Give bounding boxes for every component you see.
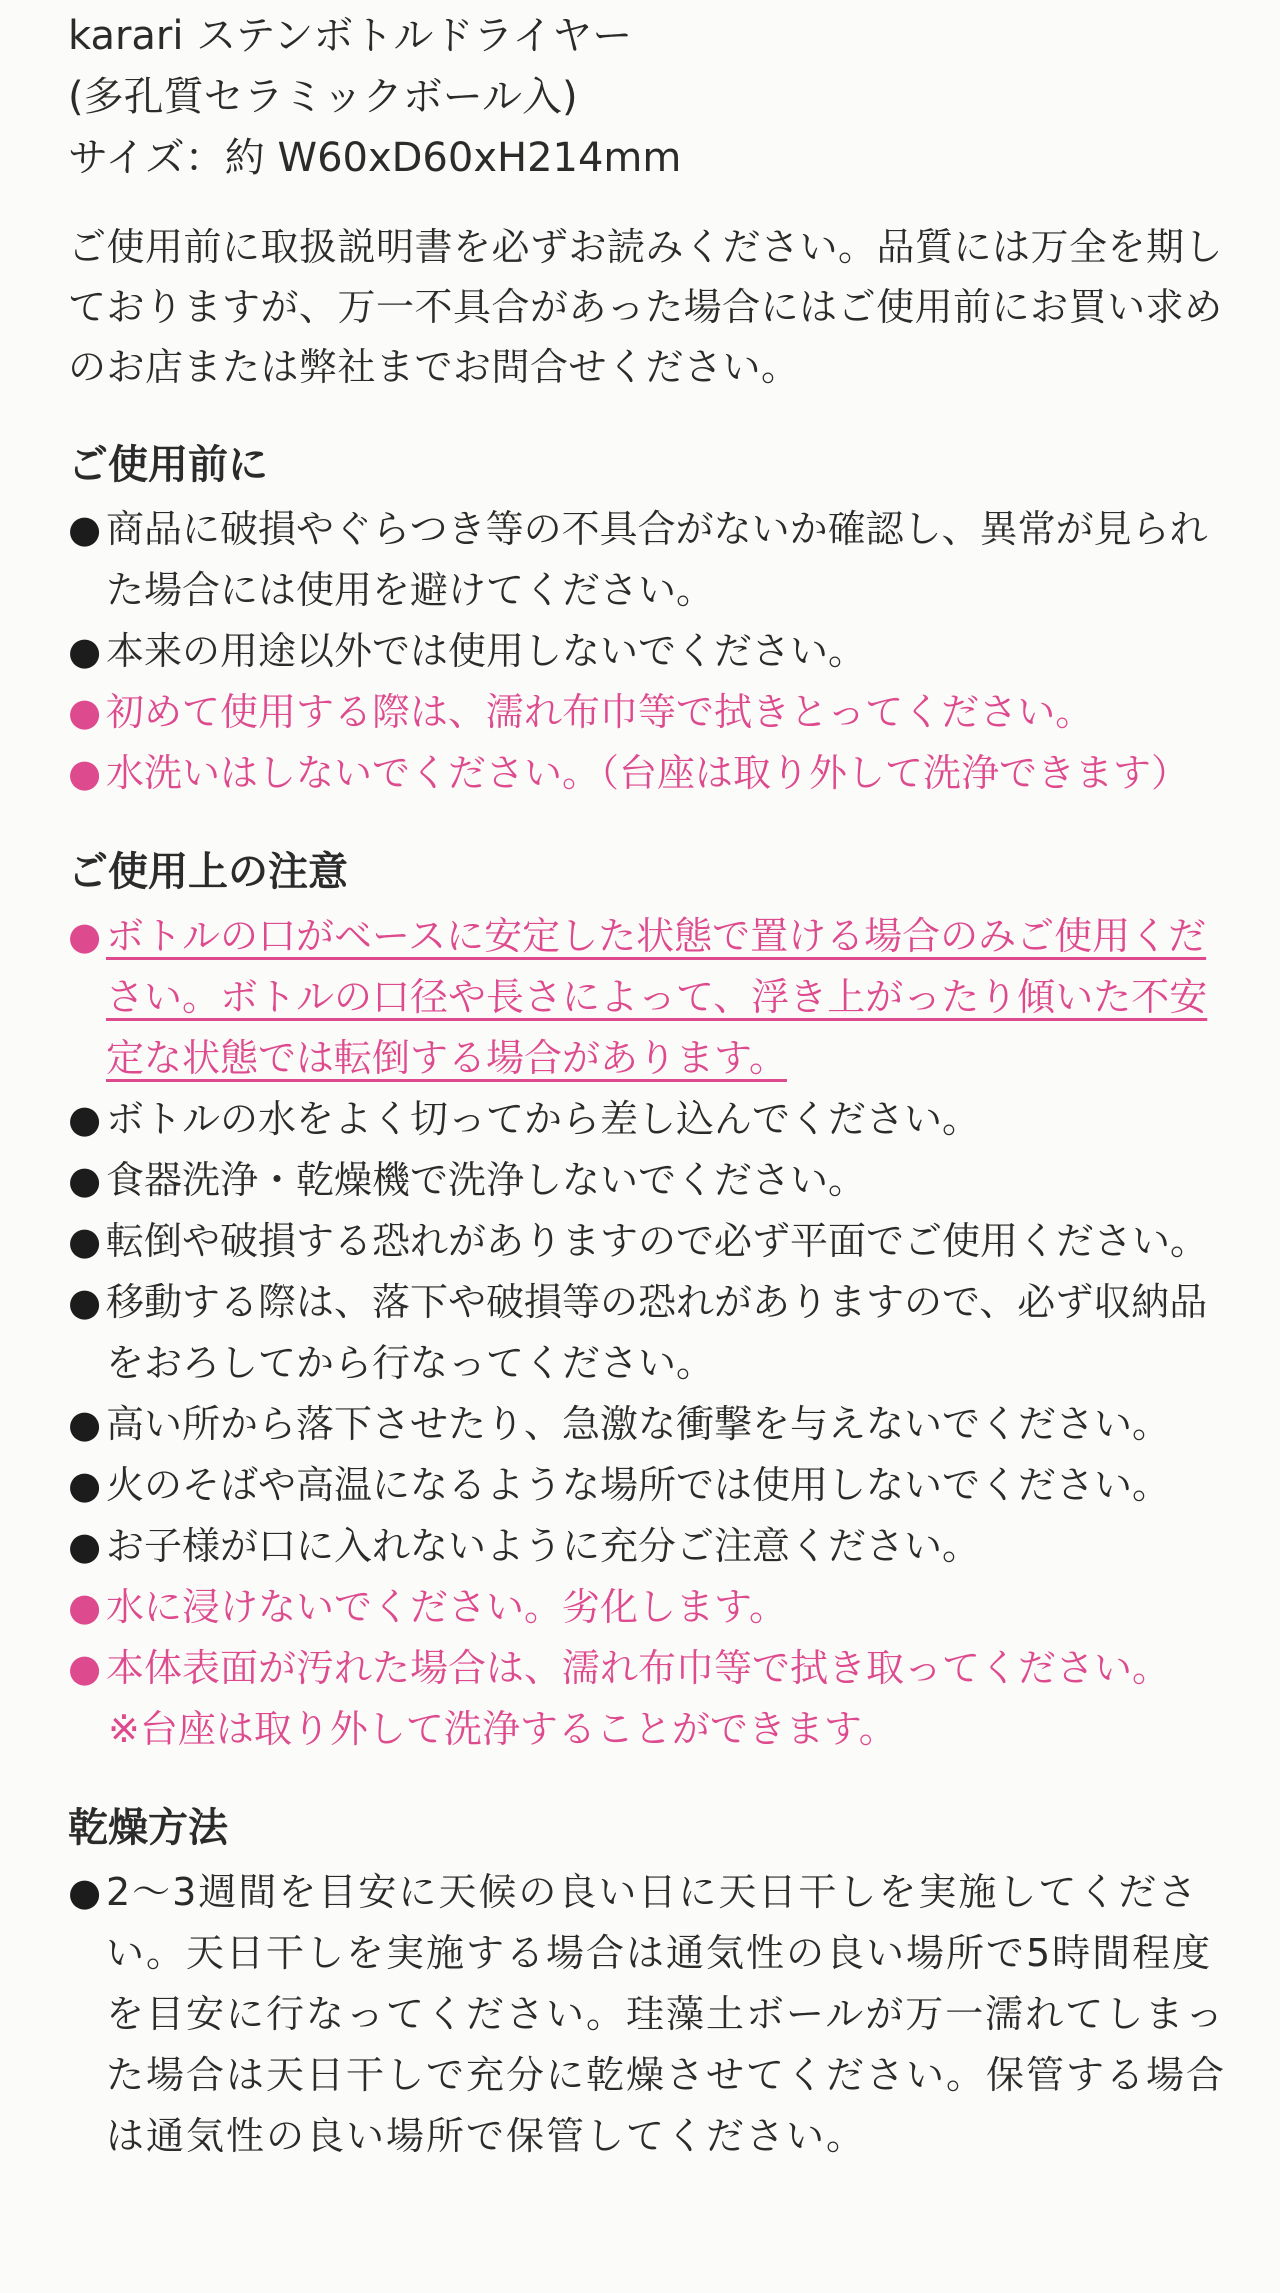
list-item-text: 移動する際は、落下や破損等の恐れがありますので、必ず収納品をおろしてから行なってください。: [106, 1280, 1208, 1385]
bullet-icon: ●: [68, 914, 102, 958]
section-title: 乾燥方法: [68, 1805, 228, 1851]
list-item: [68, 621, 1242, 682]
list-item-text: 本体表面が汚れた場合は、濡れ布巾等で拭き取ってください。: [106, 1646, 1171, 1690]
product-subtitle: (多孔質セラミックボール入): [68, 74, 578, 120]
bullet-icon: ●: [68, 1646, 102, 1690]
list-item: [68, 1516, 1242, 1577]
section-title: ご使用上の注意: [68, 849, 348, 895]
list-item: [68, 499, 1242, 621]
bullet-icon: ●: [68, 1219, 102, 1263]
list-item-text: 高い所から落下させたり、急激な衝撃を与えないでください。: [106, 1402, 1171, 1446]
list-item: [68, 1089, 1242, 1150]
list-item: [68, 1150, 1242, 1211]
bullet-icon: ●: [68, 507, 102, 551]
list-item: [68, 1211, 1242, 1272]
section-before-use: [68, 433, 1242, 804]
list-item-text: ボトルの水をよく切ってから差し込んでください。: [106, 1097, 981, 1141]
list-item-text: 火のそばや高温になるような場所では使用しないでください。: [106, 1463, 1171, 1507]
list-item: [68, 743, 1242, 804]
list-item-text: 転倒や破損する恐れがありますので必ず平面でご使用ください。: [106, 1219, 1209, 1263]
bullet-icon: ●: [68, 690, 102, 734]
list-item-text: ボトルの口がベースに安定した状態で置ける場合のみご使用ください。ボトルの口径や長さによって、浮き上がったり傾いた不安定な状態では転倒する場合があります。: [106, 914, 1208, 1080]
list-item: [68, 682, 1242, 743]
bullet-icon: ●: [68, 1402, 102, 1446]
list-item-text: 初めて使用する際は、濡れ布巾等で拭きとってください。: [106, 690, 1094, 734]
list-item: [68, 906, 1242, 1089]
list-item: [68, 1272, 1242, 1394]
bullet-icon: ●: [68, 1524, 102, 1568]
list-item-text: お子様が口に入れないように充分ご注意ください。: [106, 1524, 981, 1568]
product-size: サイズ：約 W60xD60xH214mm: [68, 135, 682, 181]
bullet-icon: ●: [68, 1463, 102, 1507]
section-drying-method: [68, 1796, 1242, 2167]
list-item-text: 2～3週間を目安に天候の良い日に天日干しを実施してください。天日干しを実施する場合は通気性の良い場所で5時間程度を目安に行なってください。珪藻土ボールが万一濡れてしまった場合は天日干しで充分に乾燥させてください。保管する場合は通気性の良い場所で保管してください。: [106, 1870, 1227, 2158]
list-item-text: 商品に破損やぐらつき等の不具合がないか確認し、異常が見られた場合には使用を避けてください。: [106, 507, 1208, 612]
bullet-icon: ●: [68, 1158, 102, 1202]
footnote: ※台座は取り外して洗浄することができます。: [108, 1707, 897, 1751]
list-item-text: 食器洗浄・乾燥機で洗浄しないでください。: [106, 1158, 867, 1202]
list-item: [68, 1862, 1242, 2167]
list-item-text: 本来の用途以外では使用しないでください。: [106, 629, 867, 673]
list-item: [68, 1394, 1242, 1455]
bullet-icon: ●: [68, 1097, 102, 1141]
list-item: [68, 1638, 1242, 1699]
bullet-icon: ●: [68, 1585, 102, 1629]
list-item-text: 水洗いはしないでください。（台座は取り外して洗浄できます）: [106, 751, 1190, 795]
intro-paragraph: ご使用前に取扱説明書を必ずお読みください。品質には万全を期しておりますが、万一不具合があった場合にはご使用前にお買い求めのお店または弊社までお問合せください。: [68, 225, 1224, 389]
bullet-icon: ●: [68, 629, 102, 673]
bullet-icon: ●: [68, 1870, 102, 1914]
product-name: karari ステンボトルドライヤー: [68, 13, 633, 59]
section-title: ご使用前に: [68, 442, 268, 488]
bullet-icon: ●: [68, 751, 102, 795]
list-item: [68, 1455, 1242, 1516]
section-usage-cautions: [68, 840, 1242, 1760]
bullet-icon: ●: [68, 1280, 102, 1324]
list-item-text: 水に浸けないでください。劣化します。: [106, 1585, 787, 1629]
list-item: [68, 1577, 1242, 1638]
